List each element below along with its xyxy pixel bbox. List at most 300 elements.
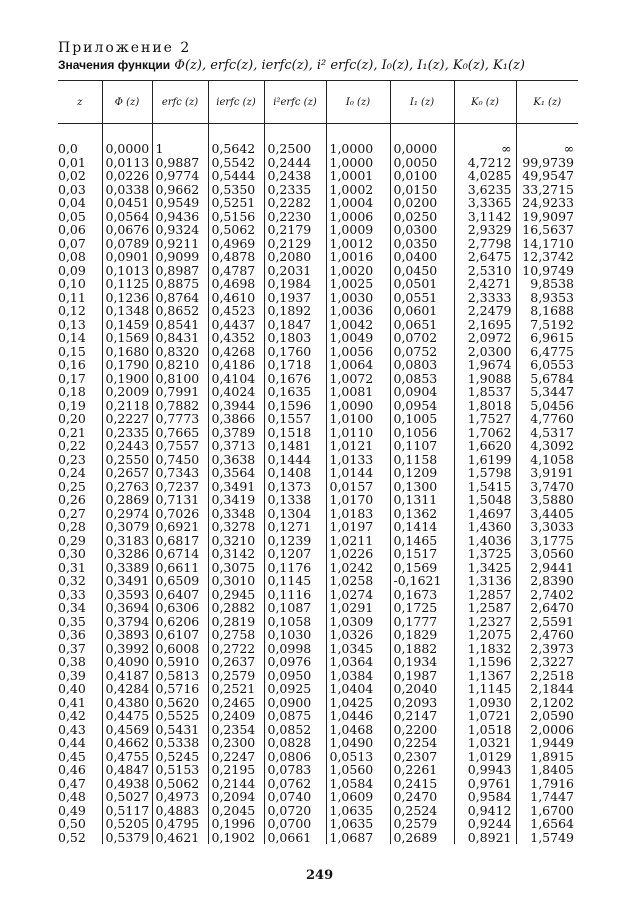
table-cell: 0,0762 <box>264 777 326 791</box>
table-cell: 4,1058 <box>516 453 578 467</box>
table-cell: 3,6235 <box>454 183 516 197</box>
table-cell: 1,0242 <box>326 561 390 575</box>
table-cell: 1,0001 <box>326 169 390 183</box>
table-cell: 0,1596 <box>264 399 326 413</box>
table-cell: 0,30 <box>58 546 86 561</box>
table-cell: 1,2587 <box>454 601 516 615</box>
table-cell: 1,0036 <box>326 304 390 318</box>
table-row <box>58 736 578 750</box>
table-cell: 1,0326 <box>326 628 390 642</box>
table-row <box>58 304 578 318</box>
table-cell: 2,0590 <box>516 709 578 723</box>
table-cell: 1,0133 <box>326 453 390 467</box>
table-cell: 0,1518 <box>264 426 326 440</box>
table-cell: 1 <box>152 142 208 156</box>
table-cell: 0,2230 <box>264 210 326 224</box>
table-cell: 0,1311 <box>390 493 454 507</box>
table-cell: 1,7527 <box>454 412 516 426</box>
table-cell: 0,3866 <box>208 412 264 426</box>
table-cell: 0,5156 <box>208 210 264 224</box>
table-cell: 0,10 <box>58 276 86 291</box>
table-cell: 0,1459 <box>102 318 152 332</box>
table-cell: 0,0700 <box>264 817 326 831</box>
column-header: K₁ (z) <box>516 81 578 124</box>
table-cell: 0,2094 <box>208 790 264 804</box>
table-cell: 1,3136 <box>454 574 516 588</box>
table-cell: 1,0110 <box>326 426 390 440</box>
table-cell: 2,7798 <box>454 237 516 251</box>
table-cell: 0,49 <box>58 802 86 818</box>
table-row <box>58 615 578 629</box>
table-cell: 0,8431 <box>152 331 208 345</box>
table-cell: 0,5444 <box>208 169 264 183</box>
table-cell: 0,15 <box>58 343 86 359</box>
table-cell: 0,09 <box>58 262 86 278</box>
table-cell: 1,0072 <box>326 372 390 386</box>
table-row <box>58 696 578 710</box>
table-cell: 0,1125 <box>102 277 152 291</box>
table-cell: 0,4024 <box>208 385 264 399</box>
table-row <box>58 264 578 278</box>
table-cell: 0,2254 <box>390 736 454 750</box>
table-cell: 0,3694 <box>102 601 152 615</box>
table-row <box>58 750 578 764</box>
table-cell: 0,5813 <box>152 669 208 683</box>
table-cell: 1,7447 <box>516 790 578 804</box>
table-cell: 1,0081 <box>326 385 390 399</box>
table-cell: 0,1829 <box>390 628 454 642</box>
table-cell: 2,0006 <box>516 723 578 737</box>
table-cell: 0,3183 <box>102 534 152 548</box>
table-cell: 0,1569 <box>102 331 152 345</box>
table-cell: 0,39 <box>58 667 86 683</box>
table-cell: 1,0518 <box>454 723 516 737</box>
table-cell: 0,0157 <box>326 480 390 494</box>
table-cell: 1,0064 <box>326 358 390 372</box>
table-cell: 0,0925 <box>264 682 326 696</box>
spacer-cell <box>58 124 102 143</box>
table-cell: 6,4775 <box>516 345 578 359</box>
table-cell: 0,33 <box>58 586 86 602</box>
table-cell: 0,1058 <box>264 615 326 629</box>
table-cell: 0,3992 <box>102 642 152 656</box>
table-cell: 1,6199 <box>454 453 516 467</box>
table-cell: 0,2819 <box>208 615 264 629</box>
table-cell: 0,1892 <box>264 304 326 318</box>
table-cell: 0,0875 <box>264 709 326 723</box>
table-cell: 1,6620 <box>454 439 516 453</box>
table-cell: 1,0129 <box>454 750 516 764</box>
table-cell: 0,6407 <box>152 588 208 602</box>
table-cell: 4,5317 <box>516 426 578 440</box>
caption-functions: Φ(z), erfc(z), ierfc(z), i² erfc(z), I₀(z), I₁(z), K₀(z), K₁(z) <box>174 58 525 73</box>
table-cell: 4,3092 <box>516 439 578 453</box>
table-cell: 1,0030 <box>326 291 390 305</box>
table-cell: 0,0828 <box>264 736 326 750</box>
table-cell: 3,9191 <box>516 466 578 480</box>
table-cell: 0,3348 <box>208 507 264 521</box>
table-cell: 0,3075 <box>208 561 264 575</box>
table-cell: 0,4187 <box>102 669 152 683</box>
table-cell: 0,2882 <box>208 601 264 615</box>
column-header: erfc (z) <box>152 81 208 124</box>
table-cell: 0,3893 <box>102 628 152 642</box>
table-cell: 4,7212 <box>454 156 516 170</box>
table-cell: 1,5749 <box>516 831 578 845</box>
table-cell: 0,0551 <box>390 291 454 305</box>
table-cell: 0,35 <box>58 613 86 629</box>
table-cell: 0,2945 <box>208 588 264 602</box>
table-cell: 0,7882 <box>152 399 208 413</box>
table-cell: 0,45 <box>58 748 86 764</box>
table-cell: 1,0144 <box>326 466 390 480</box>
table-cell: 0,4883 <box>152 804 208 818</box>
table-cell: 0,4969 <box>208 237 264 251</box>
table-cell: 0,8921 <box>454 831 516 845</box>
table-cell: 0,1760 <box>264 345 326 359</box>
table-cell: 0,5642 <box>208 142 264 156</box>
table-cell: 0,8100 <box>152 372 208 386</box>
page-number: 249 <box>306 868 334 883</box>
table-cell: 0,3491 <box>102 574 152 588</box>
table-cell: 0,3286 <box>102 547 152 561</box>
table-cell: 1,1832 <box>454 642 516 656</box>
table-cell: 0,1673 <box>390 588 454 602</box>
table-cell: 0,7557 <box>152 439 208 453</box>
table-cell: 0,4104 <box>208 372 264 386</box>
table-cell: 2,5310 <box>454 264 516 278</box>
table-cell: 0,0226 <box>102 169 152 183</box>
table-cell: 1,6700 <box>516 804 578 818</box>
table-cell: 3,1142 <box>454 210 516 224</box>
table-cell: 0,0976 <box>264 655 326 669</box>
table-cell: 0,9211 <box>152 237 208 251</box>
table-cell: 0,2689 <box>390 831 454 845</box>
table-cell: 1,5798 <box>454 466 516 480</box>
table-cell: 0,2579 <box>390 817 454 831</box>
table-cell: 0,40 <box>58 681 86 696</box>
column-header: K₀ (z) <box>454 81 516 124</box>
table-cell: 0,0853 <box>390 372 454 386</box>
table-cell: 0,6817 <box>152 534 208 548</box>
table-cell: 5,3447 <box>516 385 578 399</box>
table-cell: 1,4036 <box>454 534 516 548</box>
table-cell: 0,08 <box>58 249 86 264</box>
table-cell: 0,5431 <box>152 723 208 737</box>
table-cell: 0,0400 <box>390 250 454 264</box>
table-cell: 0,4380 <box>102 696 152 710</box>
table-cell: 5,0456 <box>516 399 578 413</box>
table-cell: 0,7237 <box>152 480 208 494</box>
table-cell: 0,4352 <box>208 331 264 345</box>
table-cell: 1,2075 <box>454 628 516 642</box>
table-row <box>58 399 578 413</box>
column-header: I₁ (z) <box>390 81 454 124</box>
table-cell: 0,9244 <box>454 817 516 831</box>
table-row <box>58 237 578 251</box>
table-cell: 0,5338 <box>152 736 208 750</box>
table-cell: 0,0451 <box>102 196 152 210</box>
table-cell: 1,0258 <box>326 574 390 588</box>
table-cell: 2,4760 <box>516 628 578 642</box>
table-cell: 0,0783 <box>264 763 326 777</box>
table-cell: 19,9097 <box>516 210 578 224</box>
table-cell: 1,2857 <box>454 588 516 602</box>
table-cell: 6,0553 <box>516 358 578 372</box>
table-cell: 2,5591 <box>516 615 578 629</box>
table-cell: 0,1145 <box>264 574 326 588</box>
spacer-cell <box>390 124 454 143</box>
table-cell: 0,1158 <box>390 453 454 467</box>
table-cell: 0,2040 <box>390 682 454 696</box>
table-cell: 0,1569 <box>390 561 454 575</box>
table-spacer-row <box>58 124 578 143</box>
table-cell: 1,7916 <box>516 777 578 791</box>
column-header: z <box>58 81 102 124</box>
table-cell: 0,41 <box>58 694 86 710</box>
table-cell: 0,1176 <box>264 561 326 575</box>
table-cell: 0,0300 <box>390 223 454 237</box>
table-cell: 0,0513 <box>326 750 390 764</box>
table-cell: 1,0100 <box>326 412 390 426</box>
table-cell: 0,0900 <box>264 696 326 710</box>
table-cell: 0,1902 <box>208 831 264 845</box>
table-cell: 1,8405 <box>516 763 578 777</box>
table-cell: 0,3079 <box>102 520 152 534</box>
table-cell: 0,5153 <box>152 763 208 777</box>
table-cell: 0,6306 <box>152 601 208 615</box>
table-cell: 0,2465 <box>208 696 264 710</box>
table-cell: 1,1367 <box>454 669 516 683</box>
table-cell: 0,2354 <box>208 723 264 737</box>
table-cell: 0,2282 <box>264 196 326 210</box>
table-cell: 0,5117 <box>102 804 152 818</box>
table-cell: 1,0025 <box>326 277 390 291</box>
table-cell: 0,1207 <box>264 547 326 561</box>
table-cell: 0,2261 <box>390 763 454 777</box>
table-cell: 2,2479 <box>454 304 516 318</box>
table-cell: 1,0609 <box>326 790 390 804</box>
table-row <box>58 790 578 804</box>
table-cell: 0,6107 <box>152 628 208 642</box>
table-cell: 1,9088 <box>454 372 516 386</box>
appendix-heading: Приложение 2 <box>58 40 192 56</box>
table-cell: 1,4360 <box>454 520 516 534</box>
table-cell: 0,0661 <box>264 831 326 845</box>
table-row <box>58 507 578 521</box>
table-cell: 1,0121 <box>326 439 390 453</box>
table-row <box>58 291 578 305</box>
table-row <box>58 547 578 561</box>
table-row <box>58 358 578 372</box>
table-cell: 1,0006 <box>326 210 390 224</box>
table-cell: 0,0250 <box>390 210 454 224</box>
table-cell: 2,0972 <box>454 331 516 345</box>
table-cell: 0,6008 <box>152 642 208 656</box>
table-cell: 1,0016 <box>326 250 390 264</box>
table-cell: 2,6470 <box>516 601 578 615</box>
column-header: ierfc (z) <box>208 81 264 124</box>
table-row <box>58 682 578 696</box>
table-cell: 0,1271 <box>264 520 326 534</box>
table-cell: 1,1596 <box>454 655 516 669</box>
table-cell: 0,2307 <box>390 750 454 764</box>
table-row <box>58 412 578 426</box>
table-cell: 1,0042 <box>326 318 390 332</box>
table-cell: 1,0009 <box>326 223 390 237</box>
table-cell: 1,0468 <box>326 723 390 737</box>
table-row <box>58 831 578 845</box>
table-row <box>58 777 578 791</box>
table-cell: 0,28 <box>58 519 86 534</box>
table-cell: 0,0450 <box>390 264 454 278</box>
table-cell: 0,1300 <box>390 480 454 494</box>
table-cell: 0,5062 <box>152 777 208 791</box>
table-cell: 0,0803 <box>390 358 454 372</box>
table-cell: 0,9887 <box>152 156 208 170</box>
table-cell: 0,11 <box>58 289 86 305</box>
table-cell: 0,29 <box>58 532 86 548</box>
table-cell: 0,1803 <box>264 331 326 345</box>
table-cell: 0,02 <box>58 168 86 183</box>
table-cell: 0,7665 <box>152 426 208 440</box>
table-row <box>58 385 578 399</box>
table-cell: 24,9233 <box>516 196 578 210</box>
table-cell: 0,1414 <box>390 520 454 534</box>
table-cell: 3,1775 <box>516 534 578 548</box>
table-cell: 1,0446 <box>326 709 390 723</box>
table-cell: 0,2335 <box>264 183 326 197</box>
table-cell: 1,7062 <box>454 426 516 440</box>
table-cell: 1,0197 <box>326 520 390 534</box>
table-cell: 0,3142 <box>208 547 264 561</box>
table-row <box>58 223 578 237</box>
table-cell: 1,0425 <box>326 696 390 710</box>
table-cell: 0,2722 <box>208 642 264 656</box>
table-cell: 8,1688 <box>516 304 578 318</box>
table-row <box>58 493 578 507</box>
table-cell: 0,20 <box>58 411 86 426</box>
spacer-cell <box>208 124 264 143</box>
table-cell: 0,44 <box>58 735 86 750</box>
table-cell: 0,9099 <box>152 250 208 264</box>
table-cell: 0,1725 <box>390 601 454 615</box>
table-cell: 0,9774 <box>152 169 208 183</box>
table-cell: 0,46 <box>58 762 86 777</box>
table-row <box>58 655 578 669</box>
table-cell: 0,1934 <box>390 655 454 669</box>
table-cell: 0,0000 <box>390 142 454 156</box>
function-table-wrapper <box>58 80 578 844</box>
table-cell: 0,1348 <box>102 304 152 318</box>
table-row <box>58 156 578 170</box>
table-row <box>58 142 578 156</box>
table-cell: 1,0584 <box>326 777 390 791</box>
table-row <box>58 669 578 683</box>
table-cell: 0,1557 <box>264 412 326 426</box>
table-cell: 1,0364 <box>326 655 390 669</box>
table-cell: 0,6921 <box>152 520 208 534</box>
table-cell: 0,4569 <box>102 723 152 737</box>
table-cell: 2,9329 <box>454 223 516 237</box>
table-cell: ∞ <box>516 142 578 156</box>
table-cell: 0,4610 <box>208 291 264 305</box>
table-cell: 0,5910 <box>152 655 208 669</box>
table-cell: 2,8390 <box>516 574 578 588</box>
table-cell: 1,0226 <box>326 547 390 561</box>
table-cell: 0,5542 <box>208 156 264 170</box>
table-cell: 0,37 <box>58 640 86 656</box>
table-cell: 0,2869 <box>102 493 152 507</box>
table-cell: 0,4284 <box>102 682 152 696</box>
table-row <box>58 466 578 480</box>
table-row <box>58 372 578 386</box>
table-row <box>58 561 578 575</box>
table-cell: 0,2500 <box>264 142 326 156</box>
table-cell: 0,8987 <box>152 264 208 278</box>
table-cell: 1,0000 <box>326 142 390 156</box>
table-cell: 2,3333 <box>454 291 516 305</box>
table-cell: 0,0113 <box>102 156 152 170</box>
table-cell: 0,3944 <box>208 399 264 413</box>
table-cell: 0,1676 <box>264 372 326 386</box>
table-cell: 1,0049 <box>326 331 390 345</box>
spacer-cell <box>516 124 578 143</box>
table-cell: 0,4475 <box>102 709 152 723</box>
table-cell: 2,7402 <box>516 588 578 602</box>
table-row <box>58 426 578 440</box>
table-cell: 1,0930 <box>454 696 516 710</box>
table-cell: 2,3227 <box>516 655 578 669</box>
table-cell: 0,2443 <box>102 439 152 453</box>
table-cell: 1,0687 <box>326 831 390 845</box>
table-cell: 0,1107 <box>390 439 454 453</box>
table-cell: 16,5637 <box>516 223 578 237</box>
table-cell: 0,2409 <box>208 709 264 723</box>
table-cell: 0,4755 <box>102 750 152 764</box>
table-cell: 0,1987 <box>390 669 454 683</box>
table-row <box>58 439 578 453</box>
table-cell: 0,19 <box>58 397 86 413</box>
table-cell: 1,6564 <box>516 817 578 831</box>
table-cell: 0,5245 <box>152 750 208 764</box>
table-cell: 0,36 <box>58 627 86 642</box>
table-row <box>58 804 578 818</box>
table-cell: ∞ <box>454 142 516 156</box>
table-cell: 0,8875 <box>152 277 208 291</box>
table-cell: 0,27 <box>58 505 86 521</box>
table-cell: 0,5525 <box>152 709 208 723</box>
table-caption <box>58 58 525 73</box>
table-cell: 0,0651 <box>390 318 454 332</box>
table-cell: 7,5192 <box>516 318 578 332</box>
table-cell: 0,1236 <box>102 291 152 305</box>
table-cell: 0,4090 <box>102 655 152 669</box>
table-cell: 1,8018 <box>454 399 516 413</box>
table-row <box>58 210 578 224</box>
table-cell: 0,4621 <box>152 831 208 845</box>
table-cell: 0,9412 <box>454 804 516 818</box>
table-cell: 0,1408 <box>264 466 326 480</box>
table-body <box>58 124 578 845</box>
table-cell: 0,2758 <box>208 628 264 642</box>
table-cell: 0,1239 <box>264 534 326 548</box>
table-cell: 0,8320 <box>152 345 208 359</box>
table-cell: 0,4268 <box>208 345 264 359</box>
table-cell: 2,2518 <box>516 669 578 683</box>
table-cell: 0,21 <box>58 424 86 440</box>
table-cell: 0,3789 <box>208 426 264 440</box>
